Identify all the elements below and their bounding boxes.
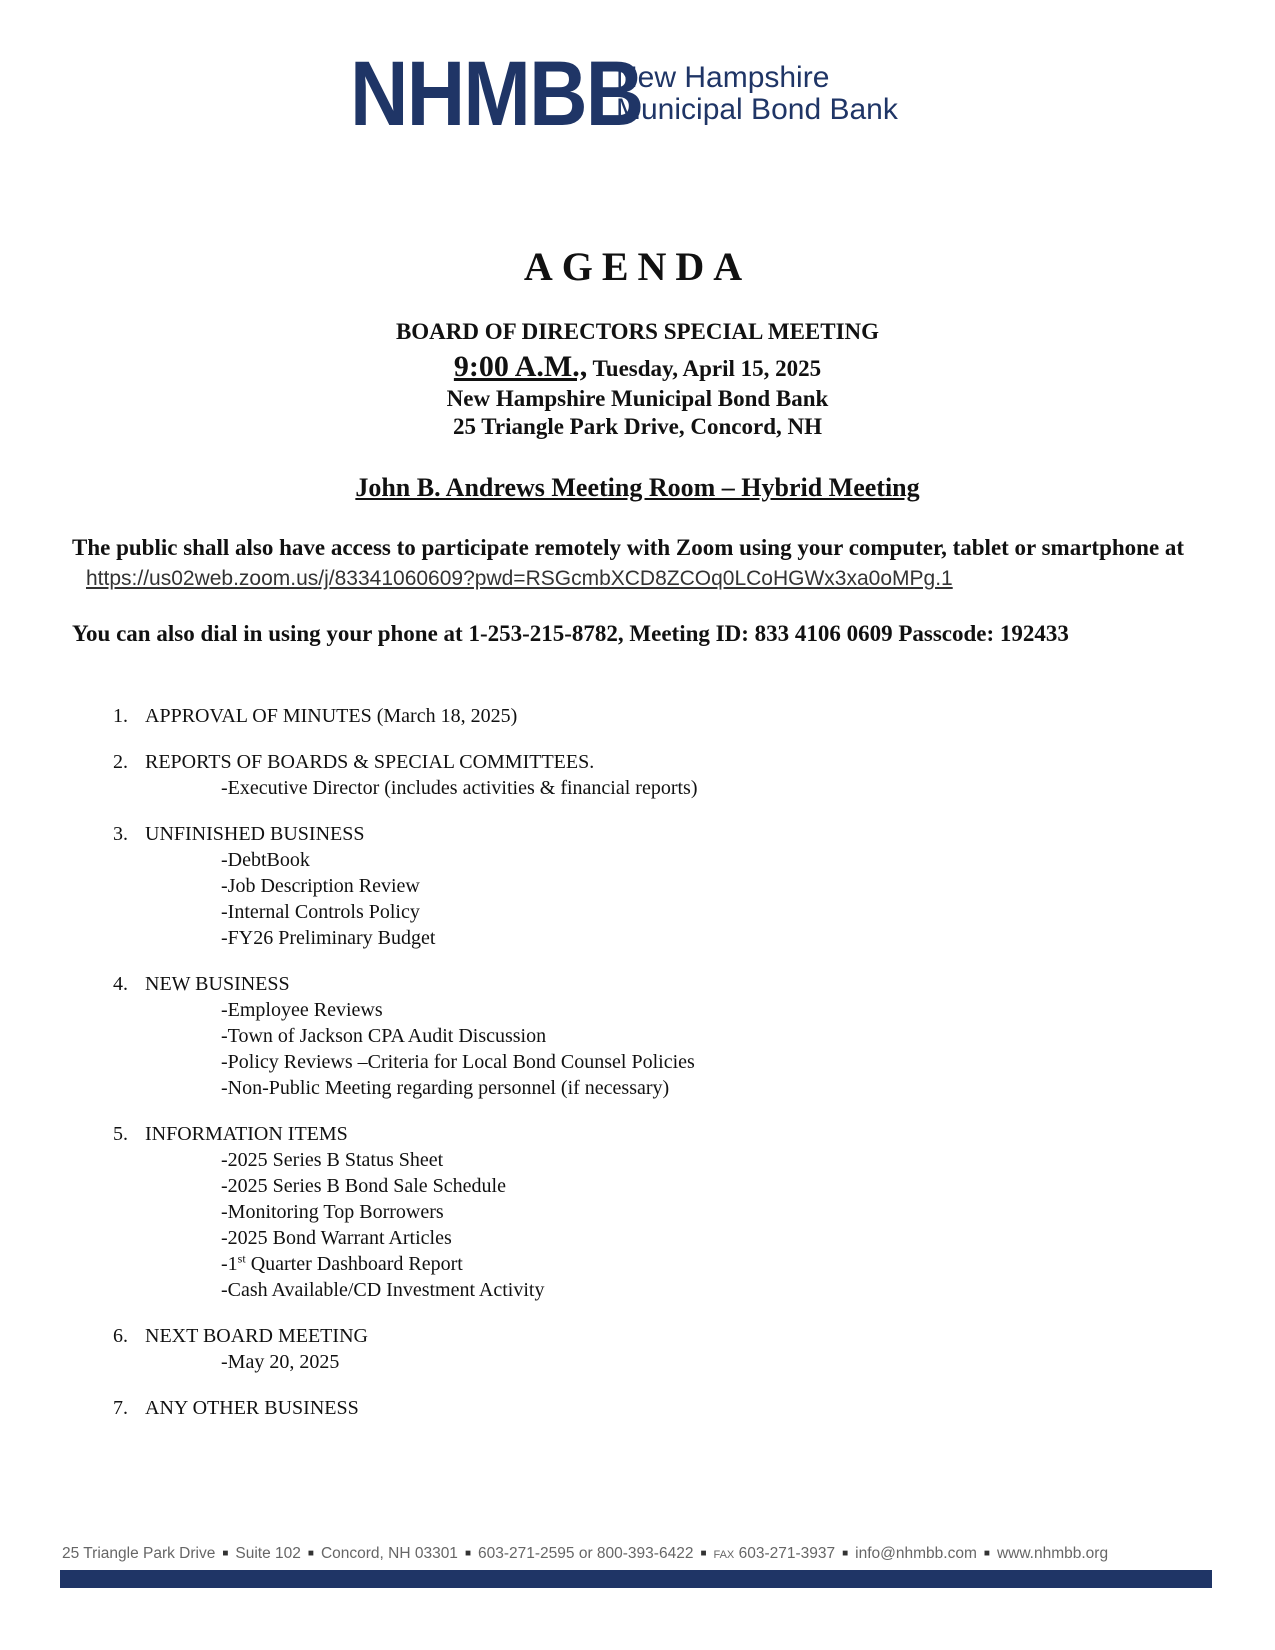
item-number: 7. bbox=[113, 1397, 128, 1419]
meeting-room: John B. Andrews Meeting Room – Hybrid Meeting bbox=[355, 473, 920, 502]
agenda-list bbox=[108, 703, 697, 1441]
footer-contact bbox=[62, 1545, 1212, 1563]
sub-item: -Cash Available/CD Investment Activity bbox=[221, 1279, 545, 1301]
ordinal-suffix: st bbox=[237, 1251, 246, 1266]
logo-line-1: New Hampshire bbox=[616, 61, 830, 94]
logo-line-2: Municipal Bond Bank bbox=[616, 93, 898, 126]
item-title: UNFINISHED BUSINESS bbox=[145, 823, 365, 845]
item-title: REPORTS OF BOARDS & SPECIAL COMMITTEES. bbox=[145, 751, 595, 773]
sub-item: -May 20, 2025 bbox=[221, 1351, 340, 1373]
sub-item: -Internal Controls Policy bbox=[221, 901, 420, 923]
separator-icon: ■ bbox=[464, 1548, 471, 1559]
agenda-item-4 bbox=[108, 971, 697, 1101]
dashboard-prefix: -1 bbox=[221, 1253, 238, 1275]
sub-item: -Town of Jackson CPA Audit Discussion bbox=[221, 1025, 547, 1047]
footer-phone: 603-271-2595 or 800-393-6422 bbox=[477, 1545, 694, 1562]
sub-item: -Monitoring Top Borrowers bbox=[221, 1201, 444, 1223]
sub-item-dashboard bbox=[221, 1251, 697, 1277]
footer-bar bbox=[60, 1570, 1212, 1588]
organization-name: New Hampshire Municipal Bond Bank bbox=[446, 386, 829, 411]
item-title: INFORMATION ITEMS bbox=[145, 1123, 348, 1145]
remote-access-paragraph bbox=[72, 533, 1222, 594]
footer-address: 25 Triangle Park Drive bbox=[62, 1545, 216, 1562]
nhmbb-logo bbox=[350, 43, 898, 145]
separator-icon: ■ bbox=[307, 1548, 314, 1559]
item-title: ANY OTHER BUSINESS bbox=[145, 1397, 359, 1419]
dial-in-info: You can also dial in using your phone at 1-253-215-8782, Meeting ID: 833 4106 0609 Passcode: 192433 bbox=[72, 621, 1069, 646]
sub-item: -Job Description Review bbox=[221, 875, 420, 897]
meeting-type: BOARD OF DIRECTORS SPECIAL MEETING bbox=[395, 319, 880, 344]
meeting-date: Tuesday, April 15, 2025 bbox=[592, 356, 822, 381]
sub-item: -2025 Series B Bond Sale Schedule bbox=[221, 1175, 506, 1197]
sub-item: -Non-Public Meeting regarding personnel (if necessary) bbox=[221, 1077, 670, 1099]
sub-item: -Employee Reviews bbox=[221, 999, 383, 1021]
footer-website[interactable]: www.nhmbb.org bbox=[996, 1545, 1109, 1562]
logo-subtitle bbox=[616, 62, 898, 126]
footer-suite: Suite 102 bbox=[235, 1545, 301, 1562]
separator-icon: ■ bbox=[842, 1548, 849, 1559]
item-number: 3. bbox=[113, 823, 128, 845]
agenda-item-7 bbox=[108, 1395, 697, 1421]
sub-item: -FY26 Preliminary Budget bbox=[221, 927, 436, 949]
footer-city: Concord, NH 03301 bbox=[320, 1545, 458, 1562]
meeting-address: 25 Triangle Park Drive, Concord, NH bbox=[452, 414, 823, 439]
dashboard-rest: Quarter Dashboard Report bbox=[245, 1253, 463, 1275]
separator-icon: ■ bbox=[983, 1548, 990, 1559]
agenda-item-3 bbox=[108, 821, 697, 951]
item-title: NEXT BOARD MEETING bbox=[145, 1325, 368, 1347]
logo-mark: NHMBB bbox=[350, 43, 643, 145]
separator-icon: ■ bbox=[700, 1548, 707, 1559]
zoom-link[interactable]: https://us02web.zoom.us/j/83341060609?pwd=RSGcmbXCD8ZCOq0LCoHGWx3xa0oMPg.1 bbox=[86, 567, 953, 590]
item-number: 5. bbox=[113, 1123, 128, 1145]
agenda-item-2 bbox=[108, 749, 697, 801]
item-number: 4. bbox=[113, 973, 128, 995]
footer-email[interactable]: info@nhmbb.com bbox=[855, 1545, 977, 1562]
sub-item: -2025 Series B Status Sheet bbox=[221, 1149, 444, 1171]
footer-fax-label: FAX bbox=[713, 1549, 735, 1561]
sub-item: -Executive Director (includes activities & financial reports) bbox=[221, 777, 698, 799]
agenda-item-1 bbox=[108, 703, 697, 729]
footer-fax: 603-271-3937 bbox=[738, 1545, 836, 1562]
meeting-datetime bbox=[0, 350, 1275, 384]
item-title: APPROVAL OF MINUTES (March 18, 2025) bbox=[145, 705, 518, 727]
item-number: 2. bbox=[113, 751, 128, 773]
page-title: AGENDA bbox=[523, 244, 752, 289]
sub-item: -Policy Reviews –Criteria for Local Bond Counsel Policies bbox=[221, 1051, 695, 1073]
remote-access-text: The public shall also have access to participate remotely with Zoom using your computer, tablet or smartphone at bbox=[72, 535, 1185, 560]
separator-icon: ■ bbox=[222, 1548, 229, 1559]
meeting-time: 9:00 A.M., bbox=[453, 350, 588, 383]
sub-item: -DebtBook bbox=[221, 849, 310, 871]
sub-item: -2025 Bond Warrant Articles bbox=[221, 1227, 452, 1249]
agenda-item-5 bbox=[108, 1121, 697, 1303]
agenda-item-6 bbox=[108, 1323, 697, 1375]
item-number: 1. bbox=[113, 705, 128, 727]
item-title: NEW BUSINESS bbox=[145, 973, 290, 995]
item-number: 6. bbox=[113, 1325, 128, 1347]
